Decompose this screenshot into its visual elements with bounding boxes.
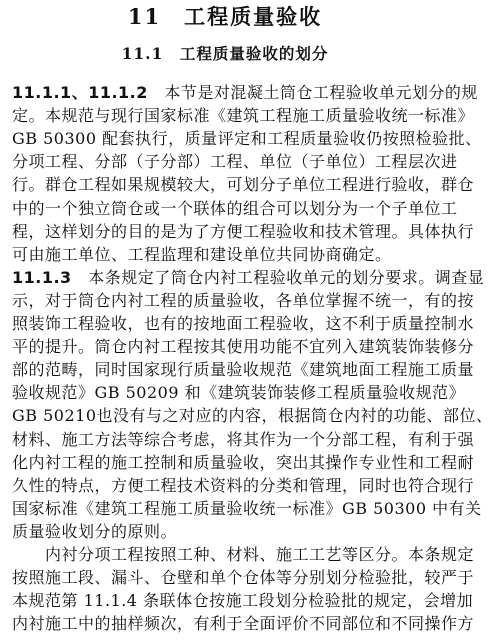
clause-number: 11.1.3 [12,267,72,287]
text-line [12,566,475,589]
line-text: 可由施工单位、工程监理和建设单位共同协商确定。 [12,244,392,264]
line-text: 分项工程、分部（子分部）工程、单位（子单位）工程层次进 [12,152,458,172]
text-line [12,335,475,358]
line-text: 程，这样划分的目的是为了方便工程验收和技术管理。具体执行 [12,221,475,241]
line-text: 内衬分项工程按照工种、材料、施工工艺等区分。本条规定 [12,545,475,564]
line-text: 示，对于筒仓内衬工程的质量验收，各单位掌握不统一，有的按 [12,290,475,310]
text-line [12,612,475,635]
line-text: 本节是对混凝土筒仓工程验收单元划分的规 [147,83,478,102]
text-line [12,543,475,566]
line-text: 行。群仓工程如果规模较大，可划分子单位工程进行验收，群仓 [12,175,475,195]
text-line [12,497,482,520]
line-text: 中的一个独立筒仓或一个联体的组合可以划分为一个子单位工 [12,198,458,218]
text-line [12,150,458,173]
line-text: 平的提升。筒仓内衬工程按其使用功能不宜列入建筑装饰装修分 [12,337,475,357]
line-text: 按照施工段、漏斗、仓壁和单个仓体等分别划分检验批，较严于 [12,568,475,588]
clause-number: 11.1.1、11.1.2 [12,83,148,102]
line-text: GB 50300 配套执行，质量评定和工程质量验收仍按照检验批、 [12,129,482,149]
section-title: 11.1 工程质量验收的划分 [121,44,329,63]
text-line [12,312,475,335]
text-line [12,589,474,612]
text-line [12,428,475,451]
text-line [12,520,444,543]
line-text: 内衬施工中的抽样频次，有利于全面评价不同部位和不同操作方 [12,614,475,634]
line-text: 质量验收划分的原则。 [12,521,178,541]
line-text: 本条规定了筒仓内衬工程验收单元的划分要求。调查显 [71,267,485,287]
line-text: 久性的特点，方便工程技术资料的分类和管理，同时也符合现行 [12,475,475,495]
text-line [12,381,466,404]
text-line [12,81,478,104]
text-line [12,404,493,427]
text-line [12,173,475,196]
line-text: 验收规范》GB 50209 和《建筑装饰装修工程质量验收规范》 [12,383,466,403]
text-line [12,451,475,474]
line-text: 定。本规范与现行国家标准《建筑工程施工质量验收统一标准》 [12,106,475,126]
text-line [12,220,475,243]
text-line [12,266,485,289]
text-line [12,358,475,381]
text-line [12,289,475,312]
line-text: 材料、施工方法等综合考虑，将其作为一个分部工程，有利于强 [12,429,475,449]
line-text: 本规范第 11.1.4 条联体仓按施工段划分检验批的规定，会增加 [12,591,474,611]
text-line [12,243,444,266]
text-line [12,197,458,220]
line-text: GB 50210也没有与之对应的内容，根据筒仓内衬的功能、部位、 [12,406,493,426]
line-text: 化内衬工程的施工控制和质量验收，突出其操作专业性和工程耐 [12,452,475,472]
text-line [12,127,482,150]
line-text: 部的范畴，同时国家现行质量验收规范《建筑地面工程施工质量 [12,360,475,380]
line-text: 国家标准《建筑工程施工质量验收统一标准》GB 50300 中有关 [12,498,482,518]
chapter-title: 11 工程质量验收 [127,4,323,29]
text-line [12,104,475,127]
text-line [12,474,475,497]
line-text: 照装饰工程验收，也有的按地面工程验收，这不利于质量控制水 [12,314,475,333]
